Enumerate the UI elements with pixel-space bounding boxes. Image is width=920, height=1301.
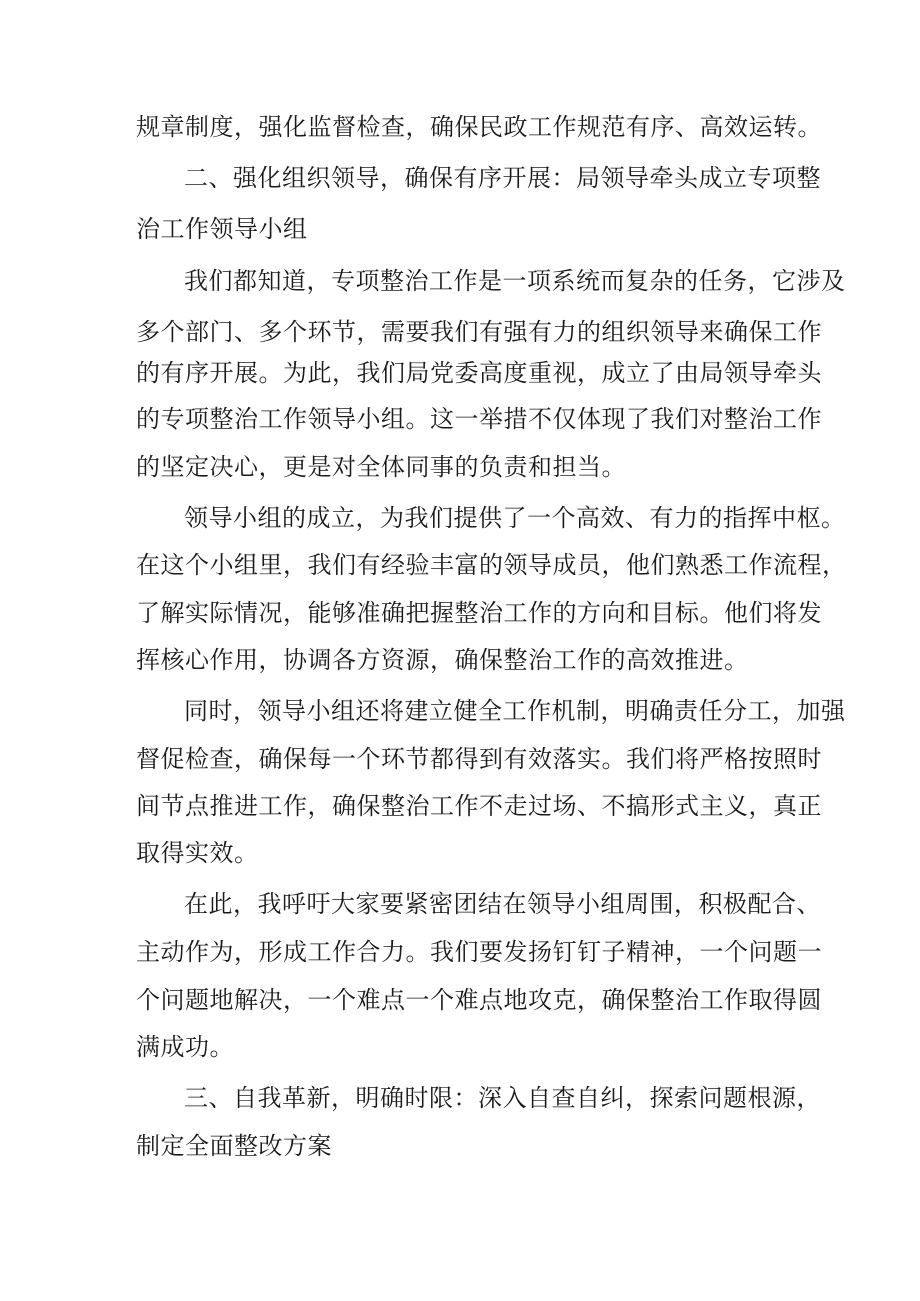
paragraph-line: 满成功。 — [136, 1033, 234, 1061]
paragraph-line: 同时，领导小组还将建立健全工作机制，明确责任分工，加强 — [184, 697, 846, 725]
paragraph-line: 取得实效。 — [136, 839, 259, 867]
section-heading-line: 治工作领导小组 — [136, 215, 308, 243]
paragraph-line: 主动作为，形成工作合力。我们要发扬钉钉子精神，一个问题一 — [136, 938, 822, 966]
paragraph-line: 我们都知道，专项整治工作是一项系统而复杂的任务，它涉及 — [184, 267, 846, 295]
paragraph-line: 的坚定决心，更是对全体同事的负责和担当。 — [136, 453, 626, 481]
section-heading-line: 制定全面整改方案 — [136, 1132, 332, 1160]
paragraph-line: 挥核心作用，协调各方资源，确保整治工作的高效推进。 — [136, 646, 749, 674]
paragraph-line: 的专项整治工作领导小组。这一举措不仅体现了我们对整治工作 — [136, 405, 822, 433]
paragraph-line: 督促检查，确保每一个环节都得到有效落实。我们将严格按照时 — [136, 745, 822, 773]
paragraph-line: 个问题地解决，一个难点一个难点地攻克，确保整治工作取得圆 — [136, 986, 822, 1014]
paragraph-line: 规章制度，强化监督检查，确保民政工作规范有序、高效运转。 — [136, 113, 822, 141]
paragraph-line: 在这个小组里，我们有经验丰富的领导成员，他们熟悉工作流程， — [136, 551, 847, 579]
paragraph-line: 间节点推进工作，确保整治工作不走过场、不搞形式主义，真正 — [136, 792, 822, 820]
paragraph-line: 在此，我呼吁大家要紧密团结在领导小组周围，积极配合、 — [184, 890, 821, 918]
section-heading-line: 三、自我革新，明确时限：深入自查自纠，探索问题根源， — [184, 1084, 821, 1112]
paragraph-line: 领导小组的成立，为我们提供了一个高效、有力的指挥中枢。 — [184, 504, 846, 532]
paragraph-line: 了解实际情况，能够准确把握整治工作的方向和目标。他们将发 — [136, 599, 822, 627]
paragraph-line: 的有序开展。为此，我们局党委高度重视，成立了由局领导牵头 — [136, 359, 822, 387]
section-heading-line: 二、强化组织领导，确保有序开展：局领导牵头成立专项整 — [184, 164, 821, 192]
paragraph-line: 多个部门、多个环节，需要我们有强有力的组织领导来确保工作 — [136, 318, 822, 346]
